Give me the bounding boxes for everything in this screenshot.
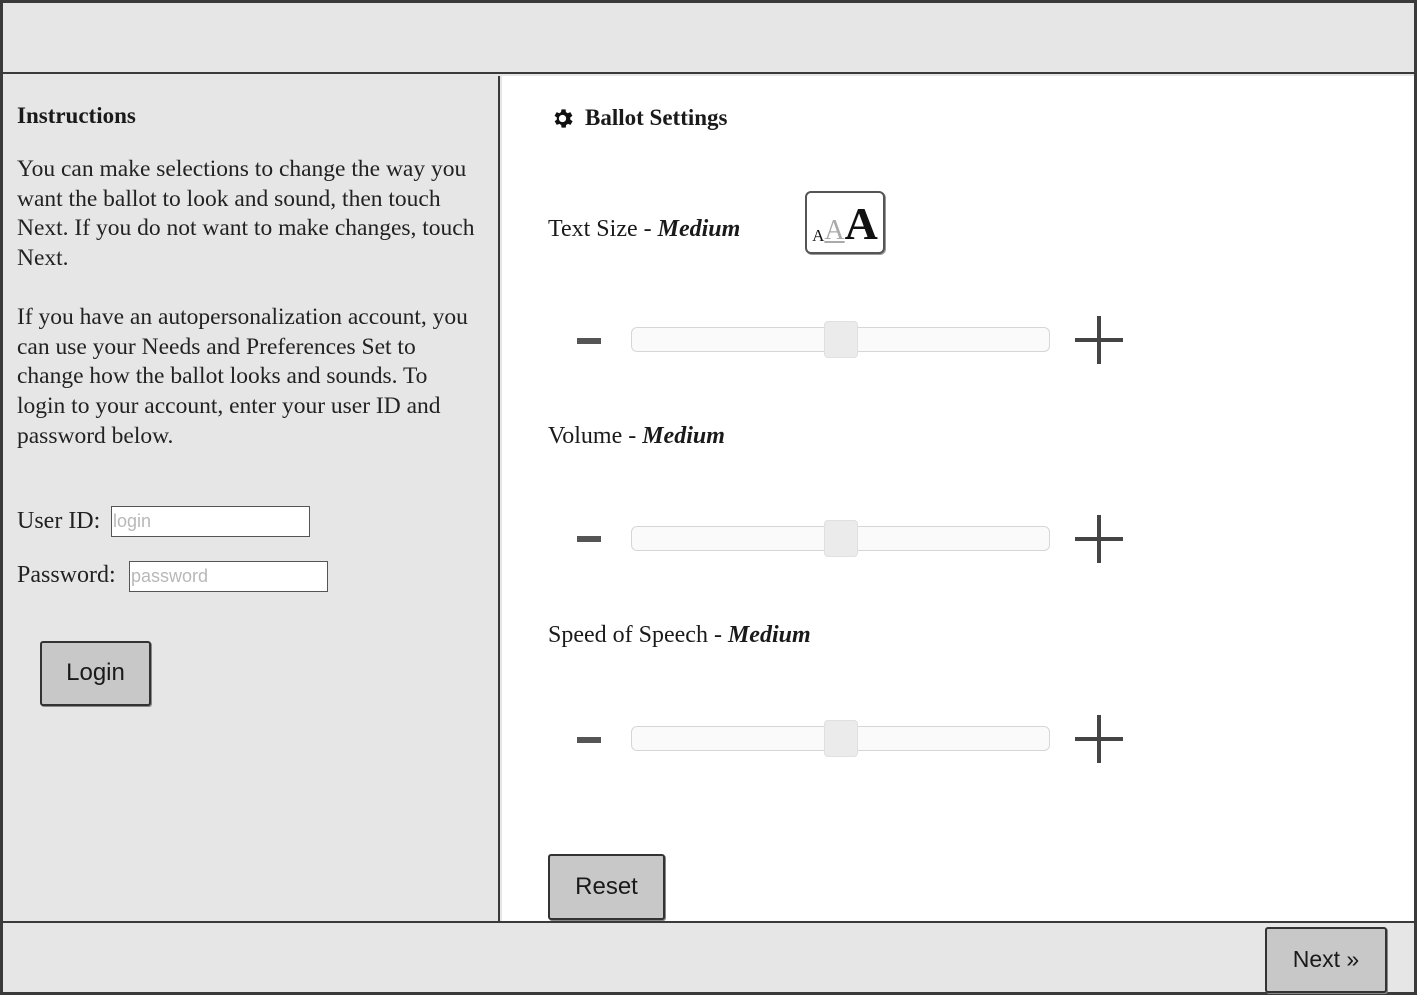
text-size-slider[interactable] bbox=[631, 327, 1050, 352]
instructions-paragraph-2: If you have an autopersonalization account, you can use your Needs and Preferences Set to change how the ballot looks and sounds. To login to your account, enter your user ID and password below. bbox=[17, 304, 468, 449]
plus-icon-stem bbox=[1097, 515, 1101, 563]
ballot-settings-panel bbox=[502, 76, 1414, 921]
text-size-icon bbox=[805, 191, 885, 254]
speech-speed-increase-button[interactable] bbox=[1075, 715, 1123, 763]
volume-label-text: Volume - bbox=[548, 423, 643, 449]
minus-icon bbox=[577, 737, 601, 743]
instructions-panel bbox=[3, 76, 500, 921]
user-id-input[interactable] bbox=[111, 506, 310, 537]
reset-button[interactable]: Reset bbox=[548, 854, 665, 920]
minus-icon bbox=[577, 536, 601, 542]
text-size-value: Medium bbox=[657, 216, 741, 242]
text-size-increase-button[interactable] bbox=[1075, 316, 1123, 364]
text-size-label bbox=[548, 216, 740, 243]
text-size-icon-large: A bbox=[844, 198, 878, 249]
text-size-decrease-button[interactable] bbox=[575, 330, 603, 352]
text-size-slider-thumb[interactable] bbox=[824, 321, 858, 358]
speech-speed-slider[interactable] bbox=[631, 726, 1050, 751]
gear-icon bbox=[550, 106, 575, 131]
bottom-bar bbox=[3, 921, 1414, 992]
password-input[interactable] bbox=[129, 561, 328, 592]
minus-icon bbox=[577, 338, 601, 344]
speech-speed-slider-thumb[interactable] bbox=[824, 720, 858, 757]
speech-speed-label bbox=[548, 622, 811, 649]
volume-decrease-button[interactable] bbox=[575, 528, 603, 550]
top-bar bbox=[3, 3, 1414, 74]
user-id-label: User ID: bbox=[17, 508, 101, 534]
speech-speed-value: Medium bbox=[727, 622, 811, 648]
settings-header bbox=[550, 103, 727, 133]
volume-slider[interactable] bbox=[631, 526, 1050, 551]
settings-title: Ballot Settings bbox=[585, 105, 728, 130]
instructions-paragraph-1: You can make selections to change the way you want the ballot to look and sound, then touch Next. If you do not want to make changes, touch Next. bbox=[17, 156, 475, 272]
text-size-icon-small: A bbox=[812, 226, 825, 245]
volume-label bbox=[548, 423, 725, 450]
text-size-icon-medium: A bbox=[824, 215, 845, 246]
plus-icon-stem bbox=[1097, 316, 1101, 364]
volume-value: Medium bbox=[642, 423, 725, 449]
text-size-label-text: Text Size - bbox=[548, 216, 658, 242]
login-button[interactable]: Login bbox=[40, 641, 151, 706]
plus-icon-stem bbox=[1097, 715, 1101, 763]
instructions-title: Instructions bbox=[17, 103, 136, 128]
volume-slider-thumb[interactable] bbox=[824, 520, 858, 557]
speech-speed-decrease-button[interactable] bbox=[575, 729, 603, 751]
password-label: Password: bbox=[17, 562, 116, 588]
speech-speed-label-text: Speed of Speech - bbox=[548, 622, 728, 648]
volume-increase-button[interactable] bbox=[1075, 515, 1123, 563]
next-button[interactable]: Next » bbox=[1265, 927, 1387, 993]
